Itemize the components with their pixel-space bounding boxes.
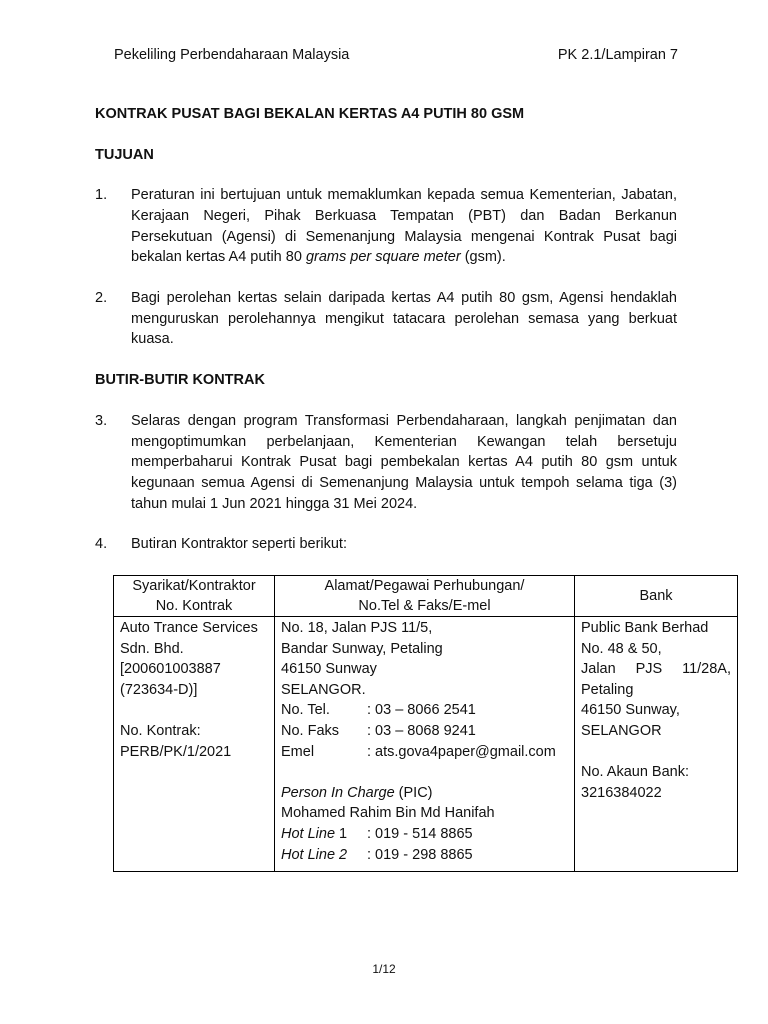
bank-line-6: SELANGOR xyxy=(581,722,662,739)
section-heading-butir: BUTIR-BUTIR KONTRAK xyxy=(95,372,265,388)
spacer xyxy=(281,762,568,783)
header-company-line-1: Syarikat/Kontraktor xyxy=(132,578,256,594)
email-value: : ats.gova4paper@gmail.com xyxy=(367,743,556,760)
header-address-line-2: No.Tel & Faks/E-mel xyxy=(358,598,491,614)
hotline-1-value: : 019 - 514 8865 xyxy=(367,825,473,842)
section-heading-tujuan: TUJUAN xyxy=(95,147,154,163)
bank-line-4: Petaling xyxy=(581,681,634,698)
header-right: PK 2.1/Lampiran 7 xyxy=(557,47,678,63)
table-header-row xyxy=(114,576,738,617)
paragraph-3-line-1: Selaras dengan program Transformasi Perbendaharaan, langkah penjimatan dan xyxy=(131,413,677,429)
paragraph-1-line-3: Persekutuan (Agensi) di Semenanjung Malaysia mengenai Kontrak Pusat bagi xyxy=(131,229,677,245)
table-row xyxy=(114,617,738,872)
paragraph-1-line-1: Peraturan ini bertujuan untuk memaklumkan kepada semua Kementerian, Jabatan, xyxy=(131,187,677,203)
address-cell xyxy=(275,617,575,872)
document-title: KONTRAK PUSAT BAGI BEKALAN KERTAS A4 PUTIH 80 GSM xyxy=(95,106,525,122)
header-bank: Bank xyxy=(575,576,738,617)
spacer xyxy=(581,742,731,763)
contract-label: No. Kontrak: xyxy=(120,722,201,739)
paragraph-3-line-4: kegunaan semua Agensi di Semenanjung Malaysia untuk tempoh selama tiga (3) xyxy=(131,475,677,491)
paragraph-4-number: 4. xyxy=(95,536,108,552)
paragraph-1-line-4: bekalan kertas A4 putih 80 grams per square meter (gsm). xyxy=(131,249,506,265)
paragraph-2-line-2: menguruskan perolehannya mengikut tatacara perolehan semasa yang berkuat xyxy=(131,311,677,327)
company-line-4: (723634-D)] xyxy=(120,681,198,698)
email-row xyxy=(281,742,568,763)
fax-value: : 03 – 8068 9241 xyxy=(367,722,476,739)
spacer xyxy=(120,700,268,721)
address-line-4: SELANGOR. xyxy=(281,681,366,698)
contractor-table xyxy=(113,575,738,872)
paragraph-3-number: 3. xyxy=(95,413,108,429)
paragraph-2-line-1: Bagi perolehan kertas selain daripada kertas A4 putih 80 gsm, Agensi hendaklah xyxy=(131,290,677,306)
header-address xyxy=(275,576,575,617)
address-line-2: Bandar Sunway, Petaling xyxy=(281,640,443,657)
paragraph-1-number: 1. xyxy=(95,187,108,203)
paragraph-1-line-2: Kerajaan Negeri, Pihak Berkuasa Tempatan (PBT) dan Badan Berkanun xyxy=(131,208,677,224)
paragraph-3-line-2: mengoptimumkan perbelanjaan, Kementerian Kewangan telah bersetuju xyxy=(131,434,677,450)
hotline-2-label: Hot Line 2 xyxy=(281,846,348,863)
bank-account-label: No. Akaun Bank: xyxy=(581,764,690,781)
email-label: Emel xyxy=(281,743,315,760)
header-address-line-1: Alamat/Pegawai Perhubungan/ xyxy=(324,578,525,594)
company-line-3: [200601003887 xyxy=(120,661,221,678)
bank-cell xyxy=(575,617,738,872)
address-line-1: No. 18, Jalan PJS 11/5, xyxy=(281,620,433,636)
header-left: Pekeliling Perbendaharaan Malaysia xyxy=(114,47,350,63)
bank-line-1: Public Bank Berhad xyxy=(581,620,709,636)
paragraph-4-line-1: Butiran Kontraktor seperti berikut: xyxy=(131,536,347,552)
address-line-3: 46150 Sunway xyxy=(281,661,377,678)
page-number: 1/12 xyxy=(372,962,396,976)
bank-line-2: No. 48 & 50, xyxy=(581,640,662,657)
bank-line-3: Jalan PJS 11/28A, xyxy=(581,661,731,678)
contract-number: PERB/PK/1/2021 xyxy=(120,743,232,760)
company-line-2: Sdn. Bhd. xyxy=(120,640,184,657)
paragraph-3-line-5: tahun mulai 1 Jun 2021 hingga 31 Mei 2024. xyxy=(131,496,418,512)
hotline-2-row xyxy=(281,845,568,866)
header-company xyxy=(114,576,275,617)
fax-label: No. Faks xyxy=(281,722,340,739)
hotline-2-value: : 019 - 298 8865 xyxy=(367,846,473,863)
company-cell xyxy=(114,617,275,872)
telephone-row xyxy=(281,700,568,721)
fax-row xyxy=(281,721,568,742)
header-company-line-2: No. Kontrak xyxy=(155,598,233,614)
bank-account-number: 3216384022 xyxy=(581,784,662,801)
pic-heading: Person In Charge (PIC) xyxy=(281,784,433,801)
paragraph-3-line-3: memperbaharui Kontrak Pusat bagi pembekalan kertas A4 putih 80 gsm untuk xyxy=(131,454,677,470)
paragraph-2-number: 2. xyxy=(95,290,108,306)
hotline-1-label: Hot Line 1 xyxy=(281,825,348,842)
hotline-1-row xyxy=(281,824,568,845)
paragraph-2-line-3: kuasa. xyxy=(131,331,174,347)
pic-name: Mohamed Rahim Bin Md Hanifah xyxy=(281,805,495,822)
telephone-label: No. Tel. xyxy=(281,702,330,719)
bank-line-5: 46150 Sunway, xyxy=(581,702,680,719)
telephone-value: : 03 – 8066 2541 xyxy=(367,702,476,719)
company-line-1: Auto Trance Services xyxy=(120,620,258,636)
